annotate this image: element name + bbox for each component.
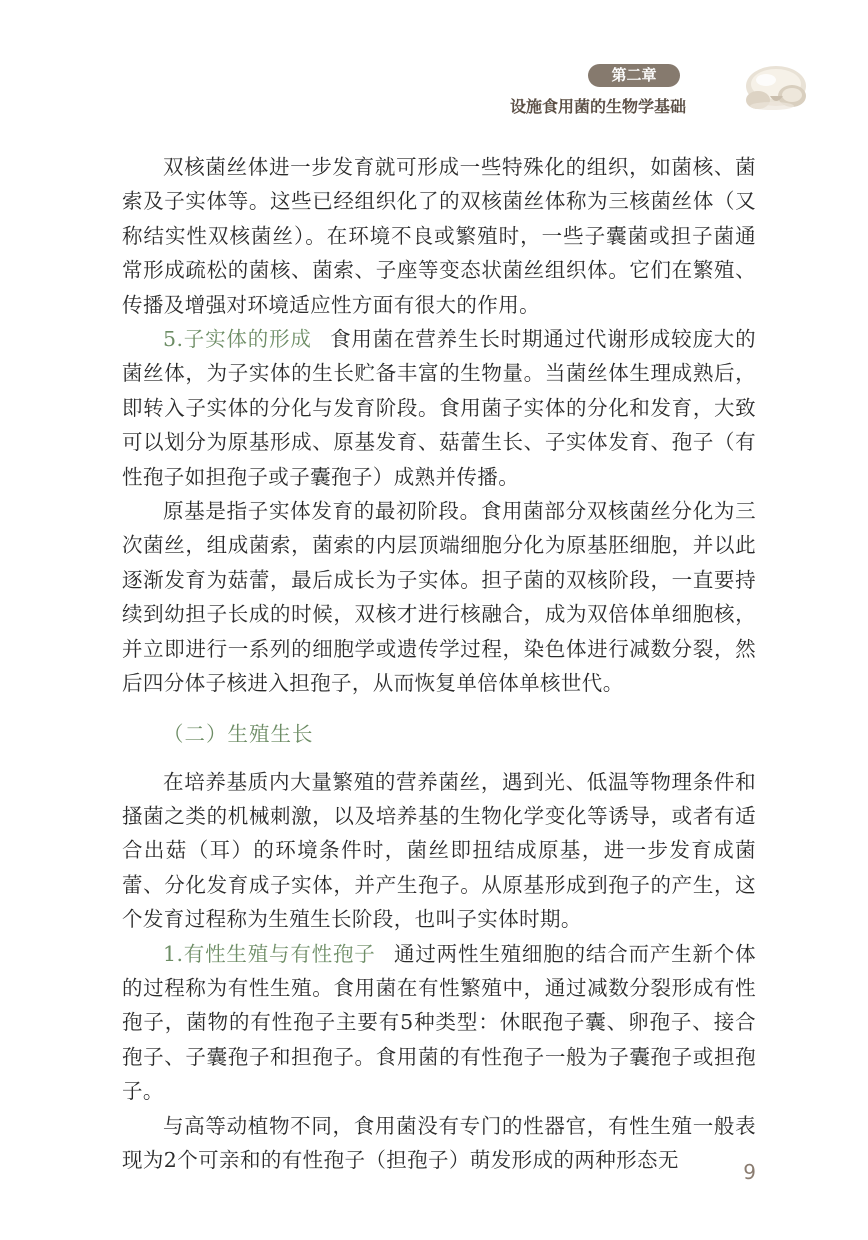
chapter-label-badge: 第二章 [588, 64, 680, 87]
subsection-title: 5.子实体的形成 [163, 327, 312, 352]
paragraph: 与高等动植物不同，食用菌没有专门的性器官，有性生殖一般表现为2个可亲和的有性孢子（担孢子）萌发形成的两种形态无 [122, 1113, 756, 1172]
page-number: 9 [743, 1160, 756, 1184]
section-heading: （二）生殖生长 [163, 721, 314, 746]
chapter-title: 设施食用菌的生物学基础 [509, 97, 686, 116]
main-text [122, 150, 756, 1177]
paragraph [122, 322, 756, 494]
paragraph: 双核菌丝体进一步发育就可形成一些特殊化的组织，如菌核、菌索及子实体等。这些已经组织化了的双核菌丝体称为三核菌丝体（又称结实性双核菌丝）。在环境不良或繁殖时，一些子囊菌或担子菌通常形成疏松的菌核、菌索、子座等变态状菌丝组织体。它们在繁殖、传播及增强对环境适应性方面有很大的作用。 [122, 155, 756, 317]
paragraph [122, 937, 756, 1109]
paragraph: 原基是指子实体发育的最初阶段。食用菌部分双核菌丝分化为三次菌丝，组成菌索，菌索的内层顶端细胞分化为原基胚细胞，并以此逐渐发育为菇蕾，最后成长为子实体。担子菌的双核阶段，一直要持续到幼担子长成的时候，双核才进行核融合，成为双倍体单细胞核，并立即进行一系列的细胞学或遗传学过程，染色体进行减数分裂，然后四分体子核进入担孢子，从而恢复单倍体单核世代。 [122, 499, 756, 696]
paragraph-text: 食用菌在营养生长时期通过代谢形成较庞大的菌丝体，为子实体的生长贮备丰富的生物量。当菌丝体生理成熟后，即转入子实体的分化与发育阶段。食用菌子实体的分化和发育，大致可以划分为原基形成、原基发育、菇蕾生长、子实体发育、孢子（有性孢子如担孢子或子囊孢子）成熟并传播。 [122, 327, 756, 489]
paragraph-text: 通过两性生殖细胞的结合而产生新个体的过程称为有性生殖。食用菌在有性繁殖中，通过减数分裂形成有性孢子，菌物的有性孢子主要有5种类型：休眠孢子囊、卵孢子、接合孢子、子囊孢子和担孢子。食用菌的有性孢子一般为子囊孢子或担孢子。 [122, 941, 756, 1104]
paragraph: 在培养基质内大量繁殖的营养菌丝，遇到光、低温等物理条件和搔菌之类的机械刺激，以及培养基的生物化学变化等诱导，或者有适合出菇（耳）的环境条件时，菌丝即扭结成原基，进一步发育成菌蕾、分化发育成子实体，并产生孢子。从原基形成到孢子的产生，这个发育过程称为生殖生长阶段，也叫子实体时期。 [122, 769, 756, 932]
mushroom-icon [736, 62, 810, 114]
chapter-header [508, 62, 808, 114]
subsection-title: 1.有性生殖与有性孢子 [163, 941, 376, 966]
